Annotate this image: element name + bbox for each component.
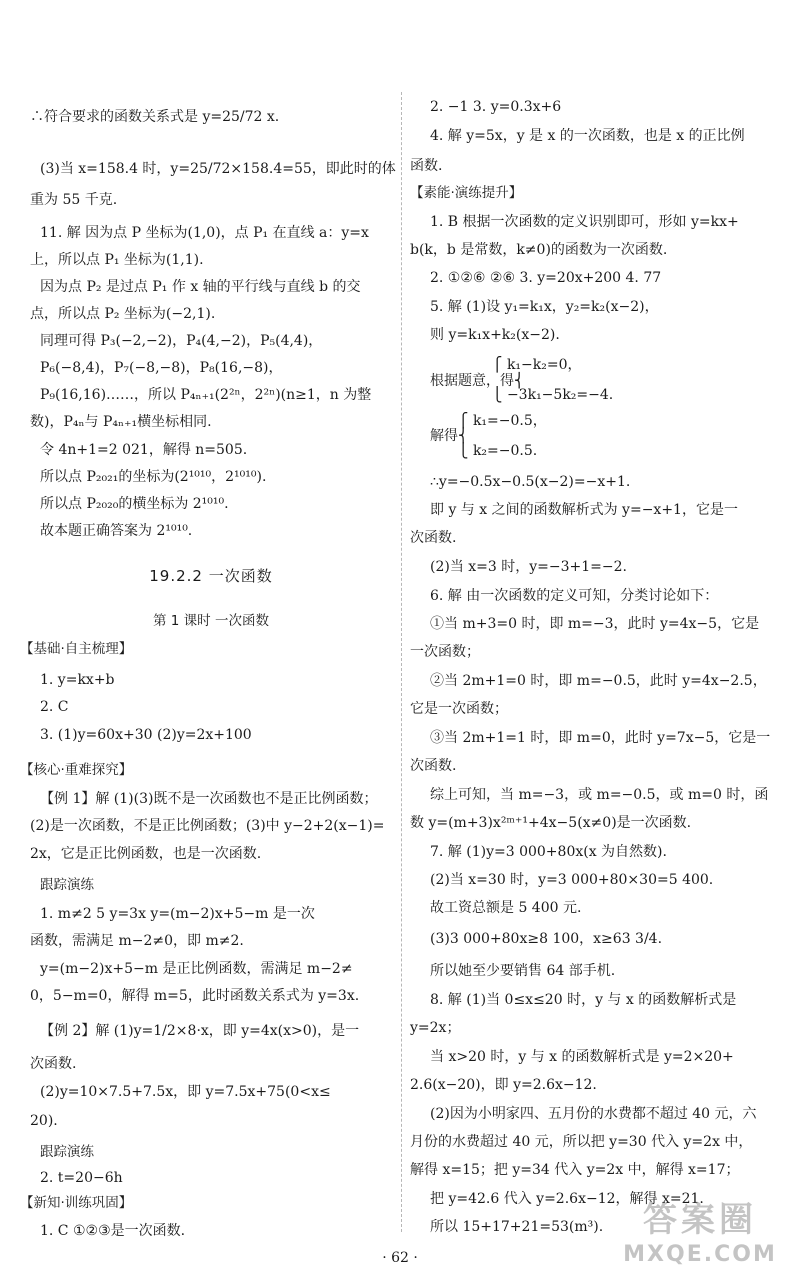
text-line: ⎧ k₁=−0.5， <box>458 413 547 429</box>
watermark-logo <box>620 1198 780 1276</box>
section-heading: 【素能·演练提升】 <box>410 185 523 201</box>
text-line: 即 y 与 x 之间的函数解析式为 y=−x+1，它是一 <box>430 502 738 518</box>
text-line: 【例 2】解 (1)y=1/2×8·x，即 y=4x(x>0)，是一 <box>40 1023 360 1039</box>
text-line: (2)当 x=3 时，y=−3+1=−2. <box>430 559 627 575</box>
text-line: 4. 解 y=5x，y 是 x 的一次函数，也是 x 的正比例 <box>430 128 745 144</box>
text-line: 所以点 P₂₀₂₀的横坐标为 2¹⁰¹⁰. <box>40 496 229 512</box>
text-line: 1. C ①②③是一次函数. <box>40 1223 186 1239</box>
text-line: 点，所以点 P₂ 坐标为(−2,1). <box>30 306 216 322</box>
section-heading: 【新知·训练巩固】 <box>20 1195 133 1211</box>
text-line: P₉(16,16)……，所以 P₄ₙ₊₁(2²ⁿ，2²ⁿ)(n≥1，n 为整 <box>40 387 372 403</box>
text-line: P₆(−8,4)，P₇(−8,−8)，P₈(16,−8)， <box>40 360 283 376</box>
text-line: (2)因为小明家四、五月份的水费都不超过 40 元，六 <box>430 1106 757 1122</box>
text-line: ∴y=−0.5x−0.5(x−2)=−x+1. <box>430 474 631 490</box>
page-number: · 62 · <box>382 1250 418 1266</box>
text-line: 所以点 P₂₀₂₁的坐标为(2¹⁰¹⁰，2¹⁰¹⁰). <box>40 469 267 485</box>
text-line: 综上可知，当 m=−3，或 m=−0.5，或 m=0 时，函 <box>430 787 769 803</box>
text-line: 解得 x=15；把 y=34 代入 y=2x 中，解得 x=17； <box>410 1162 740 1178</box>
text-line: ∴符合要求的函数关系式是 y=25/72 x. <box>30 109 280 125</box>
text-line: (2)y=10×7.5+7.5x，即 y=7.5x+75(0<x≤ <box>40 1084 331 1100</box>
text-line: 所以她至少要销售 64 部手机. <box>430 963 616 979</box>
text-line: 1. m≠2 5 y=3x y=(m−2)x+5−m 是一次 <box>40 906 315 922</box>
text-line: 2. ①②⑥ ②⑥ 3. y=20x+200 4. 77 <box>430 270 662 286</box>
text-line: (2)当 x=30 时，y=3 000+80×30=5 400. <box>430 872 714 888</box>
text-line: 所以 15+17+21=53(m³). <box>430 1219 604 1235</box>
section-heading: 跟踪演练 <box>40 877 94 893</box>
text-line: 7. 解 (1)y=3 000+80x(x 为自然数). <box>430 844 667 860</box>
text-line: 函数. <box>410 158 443 174</box>
text-line: 次函数. <box>410 530 457 546</box>
watermark-text: 答案圈 <box>643 1200 757 1240</box>
text-line: 当 x>20 时，y 与 x 的函数解析式是 y=2×20+ <box>430 1049 734 1065</box>
text-line: 故工资总额是 5 400 元. <box>430 900 582 916</box>
text-line: 【例 1】解 (1)(3)既不是一次函数也不是正比例函数； <box>40 791 378 807</box>
text-line: 2. −1 3. y=0.3x+6 <box>430 99 562 115</box>
text-line: 把 y=42.6 代入 y=2.6x−12，解得 x=21. <box>430 1191 704 1207</box>
text-line: 数 y=(m+3)x²ᵐ⁺¹+4x−5(x≠0)是一次函数. <box>410 815 692 831</box>
text-line: 它是一次函数； <box>410 701 508 717</box>
text-line: b(k，b 是常数，k≠0)的函数为一次函数. <box>410 242 668 258</box>
text-line: ⎩ k₂=−0.5. <box>458 443 538 459</box>
text-line: 数)，P₄ₙ与 P₄ₙ₊₁横坐标相同. <box>30 414 212 430</box>
text-line: 令 4n+1=2 021，解得 n=505. <box>40 442 248 458</box>
section-heading: 跟踪演练 <box>40 1144 94 1160</box>
text-line: 1. B 根据一次函数的定义识别即可，形如 y=kx+ <box>430 214 739 230</box>
lesson-title: 第 1 课时 一次函数 <box>153 613 269 629</box>
text-line: 2. t=20−6h <box>40 1170 123 1186</box>
watermark-url: MXQE.COM <box>623 1242 777 1267</box>
text-line: ①当 m+3=0 时，即 m=−3，此时 y=4x−5，它是 <box>430 616 760 632</box>
text-line: y=2x； <box>410 1020 461 1036</box>
text-line: 2x，它是正比例函数，也是一次函数. <box>30 846 262 862</box>
text-line: 次函数. <box>30 1056 77 1072</box>
section-heading: 【核心·重难探究】 <box>20 762 133 778</box>
text-line: ③当 2m+1=1 时，即 m=0，此时 y=7x−5，它是一 <box>430 730 771 746</box>
text-line: 20). <box>30 1113 58 1129</box>
text-line: (2)是一次函数，不是正比例函数；(3)中 y−2+2(x−1)= <box>30 818 385 834</box>
text-line: 月份的水费超过 40 元，所以把 y=30 代入 y=2x 中， <box>410 1134 753 1150</box>
text-line: 一次函数； <box>410 644 480 660</box>
text-line: ⎩ −3k₁−5k₂=−4. <box>492 387 614 403</box>
text-line: 0，5−m=0，解得 m=5，此时函数关系式为 y=3x. <box>30 988 360 1004</box>
text-line: 解得⎨ <box>430 428 469 444</box>
text-line: 8. 解 (1)当 0≤x≤20 时，y 与 x 的函数解析式是 <box>430 992 737 1008</box>
text-line: 则 y=k₁x+k₂(x−2). <box>430 327 560 343</box>
text-line: 2.6(x−20)，即 y=2.6x−12. <box>410 1077 597 1093</box>
text-line: y=(m−2)x+5−m 是正比例函数，需满足 m−2≠ <box>40 961 353 977</box>
section-heading: 【基础·自主梳理】 <box>20 641 133 657</box>
text-line: (3)当 x=158.4 时，y=25/72×158.4=55，即此时的体 <box>40 161 396 177</box>
text-line: ②当 2m+1=0 时，即 m=−0.5，此时 y=4x−2.5， <box>430 673 767 689</box>
text-line: 上，所以点 P₁ 坐标为(1,1). <box>30 252 204 268</box>
text-line: (3)3 000+80x≥8 100，x≥63 3/4. <box>430 931 663 947</box>
section-title: 19.2.2 一次函数 <box>149 567 273 585</box>
text-line: 同理可得 P₃(−2,−2)，P₄(4,−2)，P₅(4,4)， <box>40 333 323 349</box>
text-line: 3. (1)y=60x+30 (2)y=2x+100 <box>40 727 252 743</box>
text-line: 11. 解 因为点 P 坐标为(1,0)，点 P₁ 在直线 a：y=x <box>40 225 369 241</box>
text-line: 根据题意，得⎨ <box>430 373 525 389</box>
text-line: 故本题正确答案为 2¹⁰¹⁰. <box>40 523 193 539</box>
column-divider <box>401 92 402 1232</box>
text-line: 重为 55 千克. <box>30 192 118 208</box>
text-line: 1. y=kx+b <box>40 672 115 688</box>
text-line: ⎧ k₁−k₂=0， <box>492 357 582 373</box>
text-line: 2. C <box>40 699 69 715</box>
text-line: 6. 解 由一次函数的定义可知，分类讨论如下： <box>430 588 719 604</box>
text-line: 次函数. <box>410 758 457 774</box>
text-line: 函数，需满足 m−2≠0，即 m≠2. <box>30 933 244 949</box>
text-line: 5. 解 (1)设 y₁=k₁x，y₂=k₂(x−2)， <box>430 299 659 315</box>
text-line: 因为点 P₂ 是过点 P₁ 作 x 轴的平行线与直线 b 的交 <box>40 279 361 295</box>
